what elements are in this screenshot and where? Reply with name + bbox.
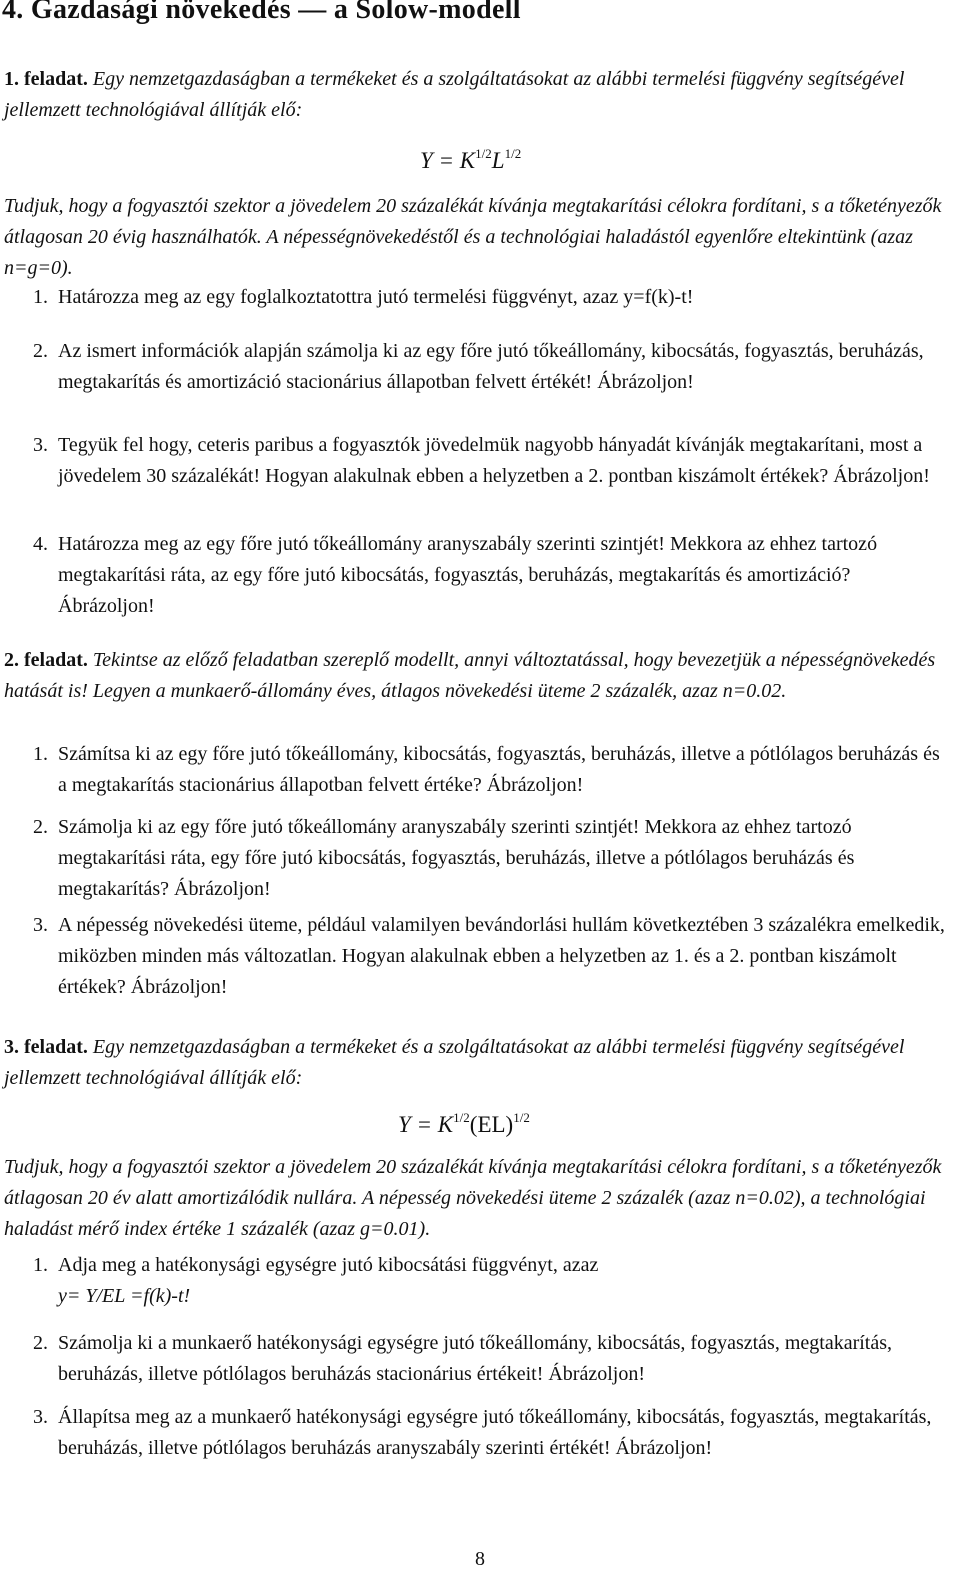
task3-item-2: 2. Számolja ki a munkaerő hatékonysági egységre jutó tőkeállomány, kibocsátás, fogyasztás, megtakarítás, beruházás, illetve pótlólagos beruházás stacionárius értékeit! Ábrázoljon!	[33, 1332, 893, 1385]
task3-description: Tudjuk, hogy a fogyasztói szektor a jövedelem 20 százalékát kívánja megtakarítási célokra fordítani, s a tőketényezők átlagosan 20 év alatt amortizálódik nullára. A népesség növekedési üteme 2 százalék (azaz n=0.02), a technológiai haladást mérő index értéke 1 százalék (azaz g=0.01).	[4, 1156, 942, 1240]
task1-description: Tudjuk, hogy a fogyasztói szektor a jövedelem 20 százalékát kívánja megtakarítási célokra fordítani, s a tőketényezők átlagosan 20 évig használhatók. A népességnövekedéstől és a technológiai haladástól egyenlőre eltekintünk (azaz n=g=0).	[4, 195, 942, 279]
task3-label: 3. feladat.	[4, 1036, 88, 1058]
task1-item-4: 4. Határozza meg az egy főre jutó tőkeállomány aranyszabály szerinti szintjét! Mekkora az ehhez tartozó megtakarítási ráta, az egy főre jutó kibocsátás, fogyasztás, beruházás, megtakarítás és amortizáció? Ábrázoljon!	[33, 533, 878, 617]
task1-item-2: 2. Az ismert információk alapján számolja ki az egy főre jutó tőkeállomány, kibocsátás, fogyasztás, beruházás, megtakarítás és amortizáció stacionárius állapotban felvett értékét! Ábrázoljon!	[33, 340, 924, 393]
task1-equation	[420, 148, 521, 174]
task3-item-3: 3. Állapítsa meg az a munkaerő hatékonysági egységre jutó tőkeállomány, kibocsátás, fogyasztás, megtakarítás, beruházás, illetve pótlólagos beruházás aranyszabály szerinti értékét! Ábrázoljon!	[33, 1406, 932, 1459]
task2-label: 2. feladat.	[4, 649, 88, 671]
task2-item-1: 1. Számítsa ki az egy főre jutó tőkeállomány, kibocsátás, fogyasztás, beruházás, illetve a pótlólagos beruházás és a megtakarítás stacionárius állapotban felvett értéke? Ábrázoljon!	[33, 743, 940, 796]
section-title: 4. Gazdasági növekedés — a Solow-modell	[2, 0, 521, 25]
eq3-exp1: 1/2	[453, 1110, 470, 1125]
eq1-exp1: 1/2	[475, 146, 492, 161]
task3-item-1: 1. Adja meg a hatékonysági egységre jutó kibocsátási függvényt, azaz y= Y/EL =f(k)-t!	[33, 1254, 599, 1307]
eq3-exp2: 1/2	[513, 1110, 530, 1125]
task1-intro: Egy nemzetgazdaságban a termékeket és a szolgáltatásokat az alábbi termelési függvény segítségével jellemzett technológiával állítják elő:	[4, 68, 905, 121]
page-number: 8	[475, 1548, 485, 1570]
eq3-mid: (EL)	[469, 1112, 514, 1137]
task2-item-2: 2. Számolja ki az egy főre jutó tőkeállomány aranyszabály szerinti szintjét! Mekkora az ehhez tartozó megtakarítási ráta, egy főre jutó kibocsátás, fogyasztás, beruházás, illetve a pótlólagos beruházás és megtakarítás? Ábrázoljon!	[33, 816, 855, 900]
eq1-lhs: Y = K	[420, 148, 476, 173]
eq1-mid: L	[491, 148, 505, 173]
task3-equation	[398, 1112, 530, 1138]
task3-intro: Egy nemzetgazdaságban a termékeket és a szolgáltatásokat az alábbi termelési függvény segítségével jellemzett technológiával állítják elő:	[4, 1036, 905, 1089]
task1-intro-paragraph	[4, 64, 949, 126]
task1-label: 1. feladat.	[4, 68, 88, 90]
eq1-exp2: 1/2	[504, 146, 522, 161]
task2-intro: Tekintse az előző feladatban szereplő modellt, annyi változtatással, hogy bevezetjük a népességnövekedés hatását is! Legyen a munkaerő-állomány éves, átlagos növekedési üteme 2 százalék, azaz n=0.02.	[4, 649, 936, 702]
task2-item-3: 3. A népesség növekedési üteme, például valamilyen bevándorlási hullám következtében 3 százalékra emelkedik, miközben minden más változatlan. Hogyan alakulnak ebben a helyzetben az 1. és a 2. pontban kiszámolt értékek? Ábrázoljon!	[33, 914, 945, 998]
eq3-lhs: Y = K	[398, 1112, 454, 1137]
task1-item-1: 1. Határozza meg az egy foglalkoztatottra jutó termelési függvényt, azaz y=f(k)-t!	[33, 286, 694, 308]
task1-item-3: 3. Tegyük fel hogy, ceteris paribus a fogyasztók jövedelmük nagyobb hányadát kívánják megtakarítani, most a jövedelem 30 százalékát! Hogyan alakulnak ebben a helyzetben a 2. pontban kiszámolt értékek? Ábrázoljon!	[33, 434, 930, 487]
task2-intro-paragraph	[4, 645, 949, 707]
task3-intro-paragraph	[4, 1032, 949, 1094]
